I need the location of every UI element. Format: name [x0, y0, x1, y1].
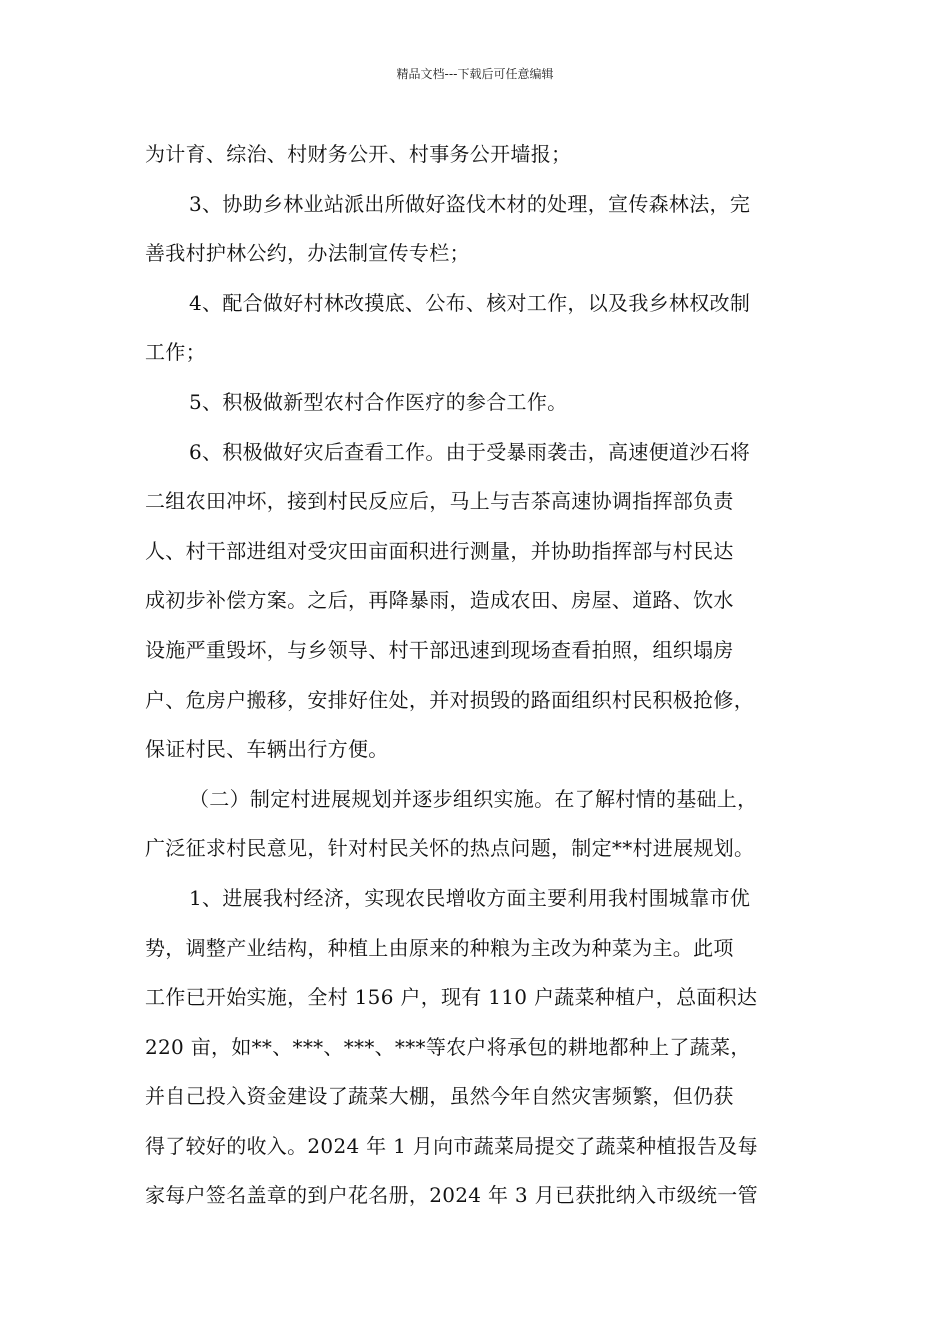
- text-line: 成初步补偿方案。之后，再降暴雨，造成农田、房屋、道路、饮水: [145, 588, 734, 613]
- text-line: 4、配合做好村林改摸底、公布、核对工作，以及我乡林权改制: [189, 290, 751, 315]
- text-line: 并自己投入资金建设了蔬菜大棚，虽然今年自然灾害频繁，但仍获: [145, 1084, 734, 1109]
- text-line: 得了较好的收入。2024 年 1 月向市蔬菜局提交了蔬菜种植报告及每: [145, 1133, 758, 1158]
- text-line: 3、协助乡林业站派出所做好盗伐木材的处理，宣传森林法，完: [189, 191, 751, 216]
- text-line: （二）制定村进展规划并逐步组织实施。在了解村情的基础上，: [189, 786, 758, 811]
- text-line: 工作已开始实施，全村 156 户，现有 110 户蔬菜种植户，总面积达: [145, 985, 758, 1010]
- text-line: 二组农田冲坏，接到村民反应后，马上与吉茶高速协调指挥部负责: [145, 489, 734, 514]
- text-line: 6、积极做好灾后查看工作。由于受暴雨袭击，高速便道沙石将: [189, 439, 751, 464]
- text-line: 为计育、综治、村财务公开、村事务公开墙报；: [145, 142, 572, 166]
- text-line: 户、危房户搬移，安排好住处，并对损毁的路面组织村民积极抢修，: [145, 687, 754, 712]
- text-line: 广泛征求村民意见，针对村民关怀的热点问题，制定**村进展规划。: [145, 836, 755, 861]
- text-line: 设施严重毁坏，与乡领导、村干部迅速到现场查看拍照，组织塌房: [145, 637, 734, 662]
- text-line: 善我村护林公约，办法制宣传专栏；: [145, 241, 470, 266]
- document-body: [145, 130, 835, 1221]
- text-line: 势，调整产业结构，种植上由原来的种粮为主改为种菜为主。此项: [145, 935, 734, 960]
- text-line: 1、进展我村经济，实现农民增收方面主要利用我村围城靠市优: [189, 885, 751, 910]
- text-line: 5、积极做新型农村合作医疗的参合工作。: [189, 389, 568, 414]
- text-line: 工作；: [145, 340, 206, 365]
- page-header: 精品文档---下载后可任意编辑: [396, 67, 554, 81]
- text-line: 220 亩，如**、***、***、***等农户将承包的耕地都种上了蔬菜，: [145, 1034, 751, 1059]
- text-line: 人、村干部进组对受灾田亩面积进行测量，并协助指挥部与村民达: [145, 538, 734, 563]
- text-line: 家每户签名盖章的到户花名册，2024 年 3 月已获批纳入市级统一管: [145, 1183, 758, 1208]
- text-line: 保证村民、车辆出行方便。: [145, 737, 389, 762]
